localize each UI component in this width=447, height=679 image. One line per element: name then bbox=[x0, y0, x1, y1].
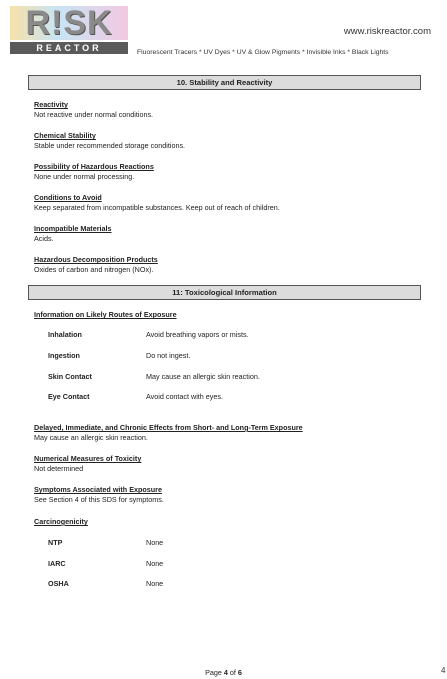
exposure-row bbox=[48, 372, 418, 382]
item-title: Information on Likely Routes of Exposure bbox=[34, 310, 177, 319]
exposure-route-label: Inhalation bbox=[48, 330, 82, 339]
agency-value: None bbox=[146, 579, 164, 588]
exposure-row bbox=[48, 392, 418, 402]
item-title: Carcinogenicity bbox=[34, 517, 88, 526]
carcinogenicity-row bbox=[48, 579, 418, 589]
agency-label: OSHA bbox=[48, 579, 69, 588]
page-of: of bbox=[227, 668, 238, 677]
edge-page-mark: 4 bbox=[441, 666, 446, 675]
item-title: Reactivity bbox=[34, 100, 68, 109]
section-10-item bbox=[34, 162, 424, 182]
section-10-item bbox=[34, 131, 424, 151]
section-10-item bbox=[34, 193, 424, 213]
item-title: Delayed, Immediate, and Chronic Effects from Short- and Long-Term Exposure bbox=[34, 423, 303, 432]
section-10-header: 10. Stability and Reactivity bbox=[28, 75, 421, 90]
item-title: Conditions to Avoid bbox=[34, 193, 102, 202]
exposure-row bbox=[48, 330, 418, 340]
section-11-item bbox=[34, 423, 424, 443]
item-body: None under normal processing. bbox=[34, 172, 135, 181]
exposure-route-value: Avoid contact with eyes. bbox=[146, 392, 223, 401]
item-title: Symptoms Associated with Exposure bbox=[34, 485, 162, 494]
page-current: 4 bbox=[223, 668, 228, 677]
exposure-route-label: Eye Contact bbox=[48, 392, 90, 401]
agency-label: NTP bbox=[48, 538, 63, 547]
carcinogenicity-heading bbox=[34, 517, 424, 527]
item-body: Not reactive under normal conditions. bbox=[34, 110, 154, 119]
item-title: Possibility of Hazardous Reactions bbox=[34, 162, 154, 171]
product-tagline: Fluorescent Tracers * UV Dyes * UV & Glow Pigments * Invisible Inks * Black Lights bbox=[137, 49, 389, 56]
page-total: 6 bbox=[237, 668, 242, 677]
exposure-route-value: May cause an allergic skin reaction. bbox=[146, 372, 260, 381]
agency-label: IARC bbox=[48, 559, 66, 568]
agency-value: None bbox=[146, 559, 164, 568]
item-body: Not determined bbox=[34, 464, 84, 473]
item-title: Incompatible Materials bbox=[34, 224, 112, 233]
section-11-header: 11: Toxicological Information bbox=[28, 285, 421, 300]
routes-heading bbox=[34, 310, 424, 320]
exposure-route-value: Avoid breathing vapors or mists. bbox=[146, 330, 249, 339]
item-title: Chemical Stability bbox=[34, 131, 96, 140]
item-body: Stable under recommended storage conditions. bbox=[34, 141, 186, 150]
exposure-route-label: Skin Contact bbox=[48, 372, 92, 381]
exposure-row bbox=[48, 351, 418, 361]
item-body: Oxides of carbon and nitrogen (NOx). bbox=[34, 265, 154, 274]
logo-subword: REACTOR bbox=[10, 42, 128, 54]
agency-value: None bbox=[146, 538, 164, 547]
item-body: May cause an allergic skin reaction. bbox=[34, 433, 148, 442]
section-10-item bbox=[34, 224, 424, 244]
section-10-item bbox=[34, 255, 424, 275]
company-logo bbox=[4, 6, 134, 58]
page-number bbox=[0, 668, 447, 677]
section-11-item bbox=[34, 485, 424, 505]
section-11-item bbox=[34, 454, 424, 474]
item-title: Numerical Measures of Toxicity bbox=[34, 454, 142, 463]
item-body: Acids. bbox=[34, 234, 54, 243]
logo-wordmark: R!SK bbox=[10, 6, 128, 40]
item-body: Keep separated from incompatible substances. Keep out of reach of children. bbox=[34, 203, 280, 212]
item-body: See Section 4 of this SDS for symptoms. bbox=[34, 495, 164, 504]
item-title: Hazardous Decomposition Products bbox=[34, 255, 158, 264]
carcinogenicity-row bbox=[48, 538, 418, 548]
website-url: www.riskreactor.com bbox=[343, 26, 431, 37]
exposure-route-label: Ingestion bbox=[48, 351, 80, 360]
section-10-item bbox=[34, 100, 424, 120]
carcinogenicity-row bbox=[48, 559, 418, 569]
exposure-route-value: Do not ingest. bbox=[146, 351, 191, 360]
page-prefix: Page bbox=[205, 668, 224, 677]
